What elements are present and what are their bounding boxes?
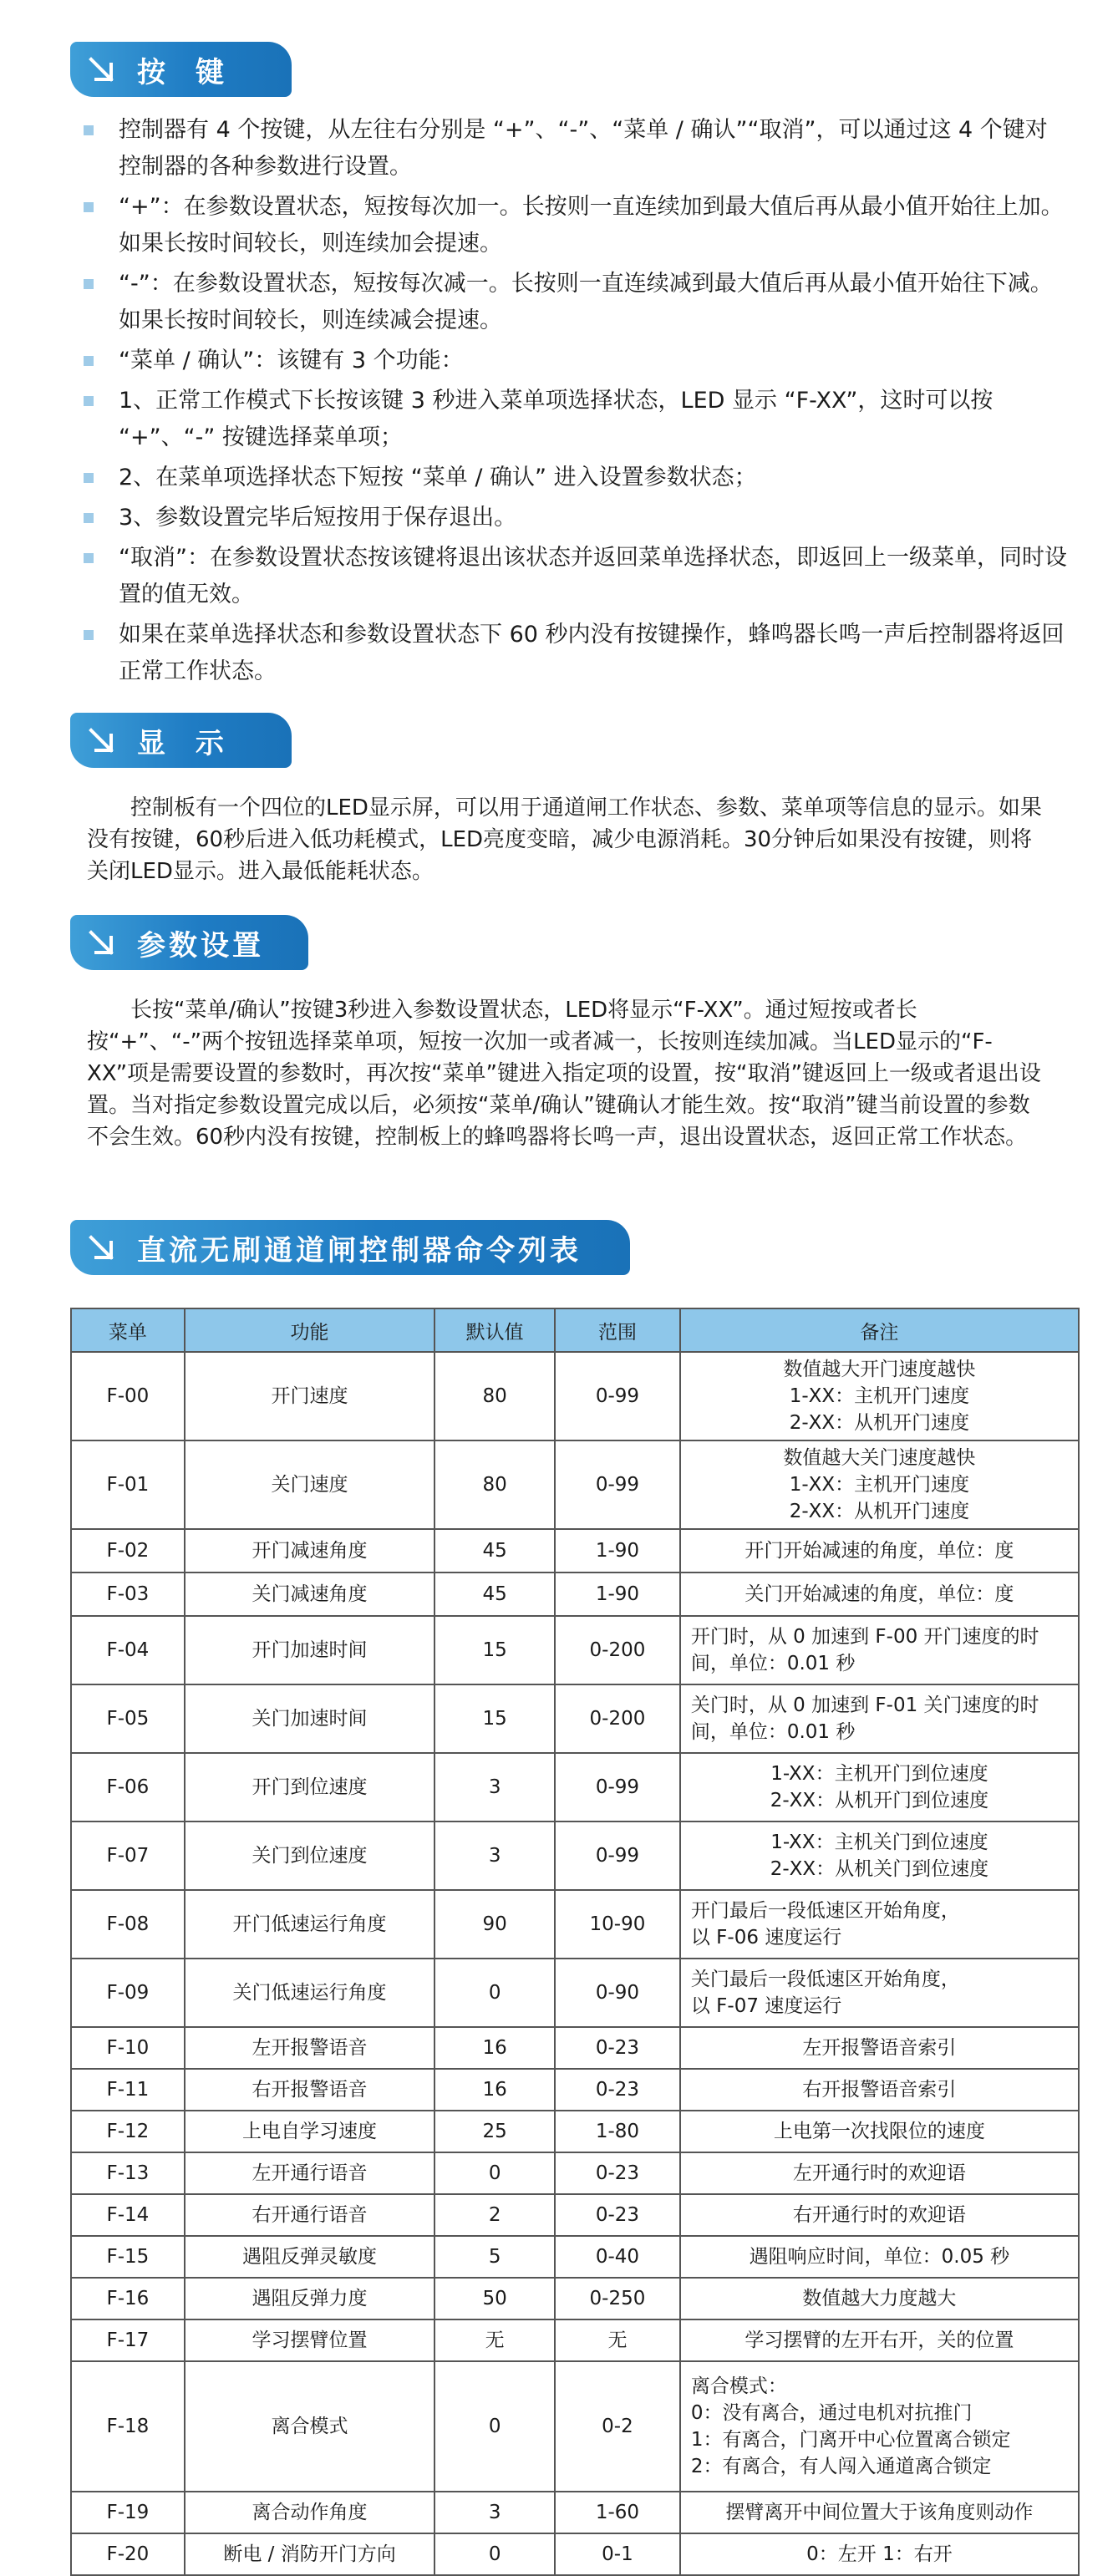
cell-function: 上电自学习速度: [185, 2111, 434, 2152]
cell-notes: 右开报警语音索引: [680, 2069, 1079, 2111]
cell-range: 0-99: [555, 1352, 680, 1440]
cell-function: 断电 / 消防开门方向: [185, 2533, 434, 2575]
cell-notes: 关门最后一段低速区开始角度， 以 F-07 速度运行: [680, 1959, 1079, 2027]
cell-notes: 数值越大关门速度越快 1-XX：主机开门速度 2-XX：从机开门速度: [680, 1440, 1079, 1529]
cell-menu: F-05: [71, 1684, 185, 1753]
cell-menu: F-18: [71, 2361, 185, 2492]
cell-notes: 开门时，从 0 加速到 F-00 开门速度的时间，单位：0.01 秒: [680, 1616, 1079, 1684]
cell-range: 1-90: [555, 1529, 680, 1573]
cell-range: 0-40: [555, 2236, 680, 2278]
list-item: [84, 383, 1070, 456]
cell-function: 关门速度: [185, 1440, 434, 1529]
cell-menu: F-02: [71, 1529, 185, 1573]
cell-default: 50: [434, 2278, 555, 2319]
cell-function: 关门低速运行角度: [185, 1959, 434, 2027]
list-item-text: 如果在菜单选择状态和参数设置状态下 60 秒内没有按键操作，蜂鸣器长鸣一声后控制器将返回正常工作状态。: [119, 622, 1065, 684]
cell-function: 右开通行语音: [185, 2194, 434, 2236]
table-row: [71, 2236, 1079, 2278]
cell-function: 开门到位速度: [185, 1753, 434, 1821]
bullet-square-icon: [84, 396, 94, 406]
list-item: [84, 500, 1070, 536]
cell-menu: F-17: [71, 2319, 185, 2361]
list-item: [84, 617, 1070, 690]
list-item-text: 3、参数设置完毕后短按用于保存退出。: [119, 505, 517, 531]
cell-notes: 左开通行时的欢迎语: [680, 2152, 1079, 2194]
cell-function: 关门到位速度: [185, 1821, 434, 1890]
cell-menu: F-04: [71, 1616, 185, 1684]
cell-notes: 关门时，从 0 加速到 F-01 关门速度的时间，单位：0.01 秒: [680, 1684, 1079, 1753]
command-table: [70, 1308, 1080, 2576]
cell-function: 遇阻反弹灵敏度: [185, 2236, 434, 2278]
header-default: 默认值: [434, 1308, 555, 1352]
cell-default: 5: [434, 2236, 555, 2278]
cell-default: 45: [434, 1573, 555, 1616]
cell-menu: F-09: [71, 1959, 185, 2027]
cell-range: 0-1: [555, 2533, 680, 2575]
cell-range: 0-200: [555, 1684, 680, 1753]
cell-range: 0-99: [555, 1753, 680, 1821]
table-row: [71, 2069, 1079, 2111]
cell-default: 0: [434, 1959, 555, 2027]
cell-notes: 开门最后一段低速区开始角度， 以 F-06 速度运行: [680, 1890, 1079, 1959]
cell-menu: F-12: [71, 2111, 185, 2152]
bullet-square-icon: [84, 553, 94, 563]
cell-default: 0: [434, 2152, 555, 2194]
display-paragraph: 控制板有一个四位的LED显示屏，可以用于通道闸工作状态、参数、菜单项等信息的显示。如果没有按键，60秒后进入低功耗模式，LED亮度变暗，减少电源消耗。30分钟后如果没有按键，则将关闭LED显示。进入最低能耗状态。: [87, 795, 1042, 884]
cell-range: 0-23: [555, 2027, 680, 2069]
cell-menu: F-16: [71, 2278, 185, 2319]
cell-menu: F-08: [71, 1890, 185, 1959]
key-description-list: [84, 112, 1070, 694]
section-title-keys: 按 键: [137, 55, 234, 89]
cell-notes: 数值越大开门速度越快 1-XX：主机开门速度 2-XX：从机开门速度: [680, 1352, 1079, 1440]
bullet-square-icon: [84, 473, 94, 483]
cell-range: 0-99: [555, 1440, 680, 1529]
cell-notes: 学习摆臂的左开右开，关的位置: [680, 2319, 1079, 2361]
cell-menu: F-10: [71, 2027, 185, 2069]
table-row: [71, 1616, 1079, 1684]
cell-default: 无: [434, 2319, 555, 2361]
arrow-down-right-icon: [87, 928, 115, 957]
cell-menu: F-01: [71, 1440, 185, 1529]
cell-notes: 开门开始减速的角度，单位：度: [680, 1529, 1079, 1573]
table-row: [71, 1684, 1079, 1753]
cell-menu: F-20: [71, 2533, 185, 2575]
section-title-command-table: 直流无刷通道闸控制器命令列表: [137, 1233, 582, 1268]
cell-default: 15: [434, 1616, 555, 1684]
cell-notes: 1-XX：主机关门到位速度 2-XX：从机关门到位速度: [680, 1821, 1079, 1890]
cell-function: 离合模式: [185, 2361, 434, 2492]
list-item: [84, 460, 1070, 496]
list-item-text: “菜单 / 确认”：该键有 3 个功能：: [119, 348, 464, 373]
cell-notes: 遇阻响应时间，单位：0.05 秒: [680, 2236, 1079, 2278]
cell-notes: 1-XX：主机开门到位速度 2-XX：从机开门到位速度: [680, 1753, 1079, 1821]
cell-default: 80: [434, 1352, 555, 1440]
cell-menu: F-00: [71, 1352, 185, 1440]
table-row: [71, 2278, 1079, 2319]
table-row: [71, 2152, 1079, 2194]
cell-range: 10-90: [555, 1890, 680, 1959]
cell-range: 0-2: [555, 2361, 680, 2492]
cell-range: 0-90: [555, 1959, 680, 2027]
cell-menu: F-03: [71, 1573, 185, 1616]
cell-default: 0: [434, 2533, 555, 2575]
cell-default: 45: [434, 1529, 555, 1573]
cell-menu: F-15: [71, 2236, 185, 2278]
bullet-square-icon: [84, 513, 94, 523]
arrow-down-right-icon: [87, 55, 115, 84]
section-header-command-table: [70, 1220, 630, 1275]
cell-menu: F-19: [71, 2492, 185, 2533]
cell-menu: F-14: [71, 2194, 185, 2236]
cell-menu: F-11: [71, 2069, 185, 2111]
cell-menu: F-06: [71, 1753, 185, 1821]
cell-range: 1-90: [555, 1573, 680, 1616]
cell-function: 左开报警语音: [185, 2027, 434, 2069]
cell-notes: 上电第一次找限位的速度: [680, 2111, 1079, 2152]
settings-paragraph: 长按“菜单/确认”按键3秒进入参数设置状态，LED将显示“F-XX”。通过短按或者长按“+”、“-”两个按钮选择菜单项，短按一次加一或者减一，长按则连续加减。当LED显示的“F-XX”项是需要设置的参数时，再次按“菜单”键进入指定项的设置，按“取消”键返回上一级或者退出设置。当对指定参数设置完成以后，必须按“菜单/确认”键确认才能生效。按“取消”键当前设置的参数不会生效。60秒内没有按键，控制板上的蜂鸣器将长鸣一声，退出设置状态，返回正常工作状态。: [87, 998, 1041, 1150]
cell-function: 开门速度: [185, 1352, 434, 1440]
table-row: [71, 2194, 1079, 2236]
cell-function: 右开报警语音: [185, 2069, 434, 2111]
cell-function: 开门低速运行角度: [185, 1890, 434, 1959]
header-menu: 菜单: [71, 1308, 185, 1352]
table-row: [71, 2492, 1079, 2533]
header-function: 功能: [185, 1308, 434, 1352]
cell-function: 遇阻反弹力度: [185, 2278, 434, 2319]
table-row: [71, 2361, 1079, 2492]
list-item: [84, 343, 1070, 379]
cell-range: 1-80: [555, 2111, 680, 2152]
table-row: [71, 2533, 1079, 2575]
table-row: [71, 2027, 1079, 2069]
cell-default: 15: [434, 1684, 555, 1753]
bullet-square-icon: [84, 202, 94, 212]
list-item-text: 2、在菜单项选择状态下短按 “菜单 / 确认” 进入设置参数状态；: [119, 465, 757, 490]
cell-range: 0-23: [555, 2194, 680, 2236]
cell-default: 2: [434, 2194, 555, 2236]
cell-default: 80: [434, 1440, 555, 1529]
section-header-settings: [70, 915, 308, 970]
cell-function: 左开通行语音: [185, 2152, 434, 2194]
bullet-square-icon: [84, 630, 94, 640]
table-row: [71, 1440, 1079, 1529]
header-notes: 备注: [680, 1308, 1079, 1352]
table-row: [71, 1821, 1079, 1890]
cell-default: 3: [434, 1753, 555, 1821]
cell-range: 0-200: [555, 1616, 680, 1684]
arrow-down-right-icon: [87, 1233, 115, 1262]
section-header-display: [70, 713, 292, 768]
table-row: [71, 1890, 1079, 1959]
cell-default: 3: [434, 2492, 555, 2533]
cell-notes: 左开报警语音索引: [680, 2027, 1079, 2069]
section-title-settings: 参数设置: [137, 928, 264, 963]
table-row: [71, 2319, 1079, 2361]
cell-range: 无: [555, 2319, 680, 2361]
header-range: 范围: [555, 1308, 680, 1352]
arrow-down-right-icon: [87, 726, 115, 755]
cell-menu: F-13: [71, 2152, 185, 2194]
list-item: [84, 540, 1070, 613]
list-item: [84, 112, 1070, 185]
table-row: [71, 1959, 1079, 2027]
cell-default: 25: [434, 2111, 555, 2152]
list-item-text: “-”：在参数设置状态，短按每次减一。长按则一直连续减到最大值后再从最小值开始往下减。如果长按时间较长，则连续减会提速。: [119, 271, 1053, 333]
list-item: [84, 266, 1070, 339]
section-header-keys: [70, 42, 292, 97]
cell-range: 0-99: [555, 1821, 680, 1890]
table-row: [71, 1573, 1079, 1616]
cell-default: 16: [434, 2027, 555, 2069]
cell-notes: 右开通行时的欢迎语: [680, 2194, 1079, 2236]
cell-notes: 摆臂离开中间位置大于该角度则动作: [680, 2492, 1079, 2533]
cell-menu: F-07: [71, 1821, 185, 1890]
cell-function: 关门加速时间: [185, 1684, 434, 1753]
section-title-display: 显 示: [137, 726, 234, 760]
table-row: [71, 1753, 1079, 1821]
table-row: [71, 1529, 1079, 1573]
bullet-square-icon: [84, 279, 94, 289]
table-header-row: [71, 1308, 1079, 1352]
bullet-square-icon: [84, 125, 94, 135]
cell-default: 16: [434, 2069, 555, 2111]
bullet-square-icon: [84, 356, 94, 366]
cell-range: 0-250: [555, 2278, 680, 2319]
cell-function: 开门加速时间: [185, 1616, 434, 1684]
cell-function: 离合动作角度: [185, 2492, 434, 2533]
list-item: [84, 189, 1070, 262]
table-row: [71, 2111, 1079, 2152]
table-row: [71, 1352, 1079, 1440]
list-item-text: “+”：在参数设置状态，短按每次加一。长按则一直连续加到最大值后再从最小值开始往上加。如果长按时间较长，则连续加会提速。: [119, 194, 1064, 257]
cell-notes: 0：左开 1：右开: [680, 2533, 1079, 2575]
list-item-text: 控制器有 4 个按键，从左往右分别是 “+”、“-”、“菜单 / 确认”“取消”，可以通过这 4 个键对控制器的各种参数进行设置。: [119, 117, 1048, 180]
cell-notes: 离合模式： 0：没有离合，通过电机对抗推门 1：有离合，门离开中心位置离合锁定 2：有离合，有人闯入通道离合锁定: [680, 2361, 1079, 2492]
cell-default: 90: [434, 1890, 555, 1959]
cell-range: 0-23: [555, 2152, 680, 2194]
cell-range: 0-23: [555, 2069, 680, 2111]
list-item-text: “取消”：在参数设置状态按该键将退出该状态并返回菜单选择状态，即返回上一级菜单，同时设置的值无效。: [119, 545, 1067, 607]
cell-default: 3: [434, 1821, 555, 1890]
cell-function: 开门减速角度: [185, 1529, 434, 1573]
cell-range: 1-60: [555, 2492, 680, 2533]
cell-notes: 关门开始减速的角度，单位：度: [680, 1573, 1079, 1616]
list-item-text: 1、正常工作模式下长按该键 3 秒进入菜单项选择状态，LED 显示 “F-XX”，这时可以按 “+”、“-” 按键选择菜单项；: [119, 388, 993, 450]
cell-default: 0: [434, 2361, 555, 2492]
cell-notes: 数值越大力度越大: [680, 2278, 1079, 2319]
cell-function: 关门减速角度: [185, 1573, 434, 1616]
cell-function: 学习摆臂位置: [185, 2319, 434, 2361]
